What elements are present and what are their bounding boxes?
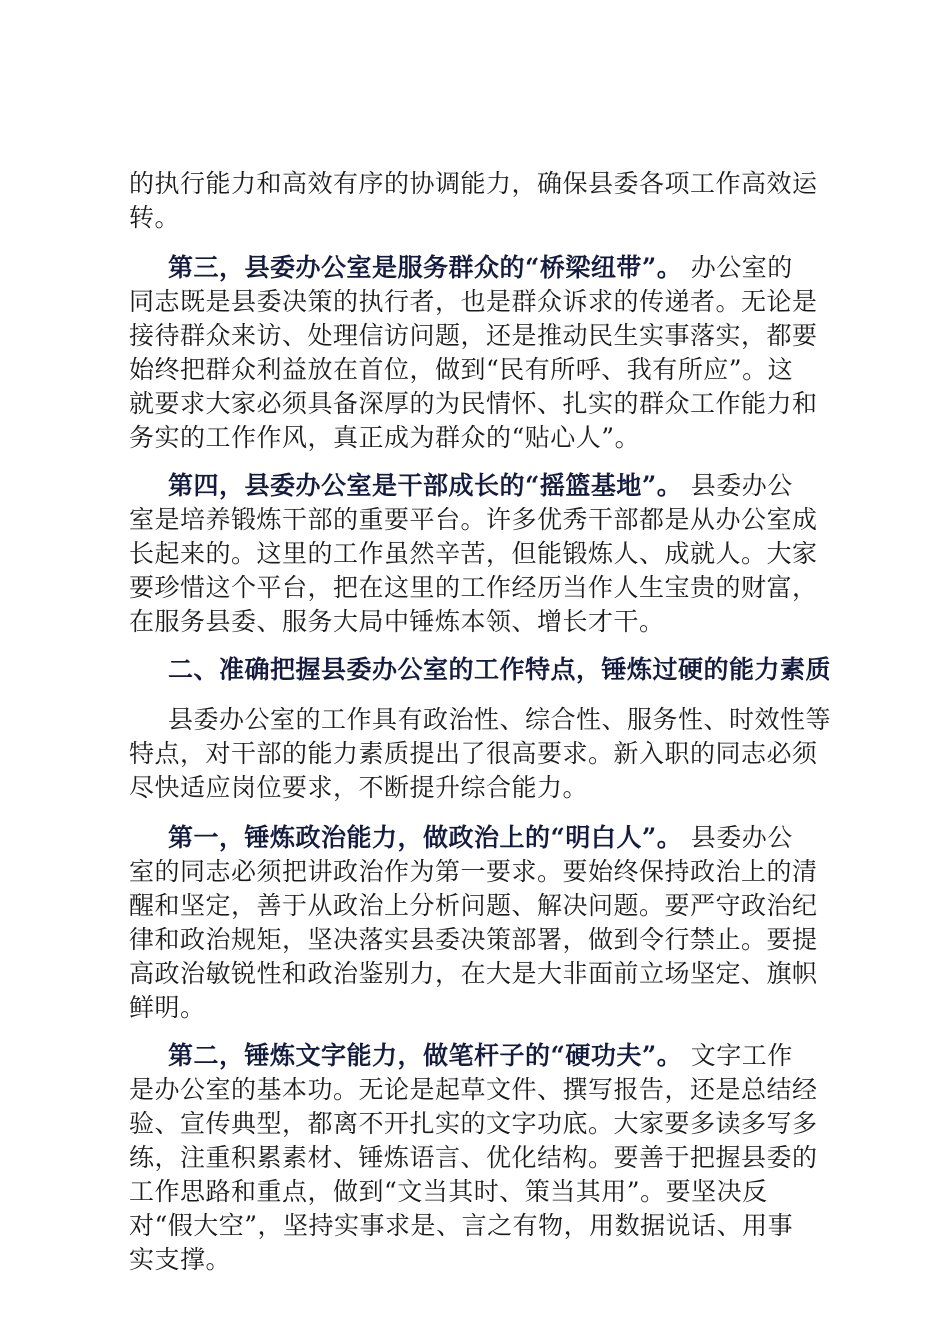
- paragraph-line: 验、宣传典型，都离不开扎实的文字功底。大家要多读多写多: [129, 1109, 818, 1138]
- paragraph-line: 工作思路和重点，做到“文当其时、策当其用”。要坚决反: [129, 1177, 768, 1206]
- paragraph-lead-bold: 第二，锤炼文字能力，做笔杆子的“硬功夫”。: [168, 1041, 683, 1070]
- paragraph-line: 室是培养锻炼干部的重要平台。许多优秀干部都是从办公室成: [129, 505, 818, 534]
- paragraph-first-line: [168, 252, 793, 284]
- paragraph-line: 对“假大空”，坚持实事求是、言之有物，用数据说话、用事: [129, 1211, 794, 1240]
- paragraph-line: 接待群众来访、处理信访问题，还是推动民生实事落实，都要: [129, 321, 818, 350]
- paragraph-line: 特点，对干部的能力素质提出了很高要求。新入职的同志必须: [129, 739, 818, 768]
- paragraph-line: 务实的工作作风，真正成为群众的“贴心人”。: [129, 423, 641, 452]
- paragraph-line: 高政治敏锐性和政治鉴别力，在大是大非面前立场坚定、旗帜: [129, 959, 818, 988]
- paragraph-lead-rest: 办公室的: [682, 253, 793, 282]
- paragraph-first-line: [168, 470, 793, 502]
- paragraph-lead-bold: 第三，县委办公室是服务群众的“桥梁纽带”。: [168, 253, 683, 282]
- paragraph-line: 室的同志必须把讲政治作为第一要求。要始终保持政治上的清: [129, 857, 818, 886]
- paragraph-line: 鲜明。: [129, 993, 206, 1022]
- paragraph-line: 律和政治规矩，坚决落实县委决策部署，做到令行禁止。要提: [129, 925, 818, 954]
- paragraph-first-line: [168, 1040, 793, 1072]
- paragraph-line: 的执行能力和高效有序的协调能力，确保县委各项工作高效运: [129, 169, 818, 198]
- paragraph-lead-bold: 第一，锤炼政治能力，做政治上的“明白人”。: [168, 823, 683, 852]
- paragraph-line: 就要求大家必须具备深厚的为民情怀、扎实的群众工作能力和: [129, 389, 818, 418]
- paragraph-line: 始终把群众利益放在首位，做到“民有所呼、我有所应”。这: [129, 355, 794, 384]
- paragraph-line: 是办公室的基本功。无论是起草文件、撰写报告，还是总结经: [129, 1075, 818, 1104]
- paragraph-line: 练，注重积累素材、锤炼语言、优化结构。要善于把握县委的: [129, 1143, 818, 1172]
- paragraph-line: 尽快适应岗位要求，不断提升综合能力。: [129, 773, 589, 802]
- paragraph-line: 同志既是县委决策的执行者，也是群众诉求的传递者。无论是: [129, 287, 818, 316]
- paragraph-line: 县委办公室的工作具有政治性、综合性、服务性、时效性等: [168, 705, 832, 734]
- paragraph-line: 醒和坚定，善于从政治上分析问题、解决问题。要严守政治纪: [129, 891, 818, 920]
- paragraph-line: 实支撑。: [129, 1245, 232, 1274]
- paragraph-lead-rest: 县委办公: [682, 471, 793, 500]
- section-heading: 二、准确把握县委办公室的工作特点，锤炼过硬的能力素质: [168, 655, 832, 684]
- paragraph-line: 长起来的。这里的工作虽然辛苦，但能锻炼人、成就人。大家: [129, 539, 818, 568]
- paragraph-lead-rest: 文字工作: [682, 1041, 793, 1070]
- paragraph-line: 在服务县委、服务大局中锤炼本领、增长才干。: [129, 607, 665, 636]
- paragraph-first-line: [168, 822, 793, 854]
- paragraph-line: 要珍惜这个平台，把在这里的工作经历当作人生宝贵的财富，: [129, 573, 818, 602]
- paragraph-line: 转。: [129, 203, 181, 232]
- paragraph-lead-bold: 第四，县委办公室是干部成长的“摇篮基地”。: [168, 471, 683, 500]
- paragraph-lead-rest: 县委办公: [682, 823, 793, 852]
